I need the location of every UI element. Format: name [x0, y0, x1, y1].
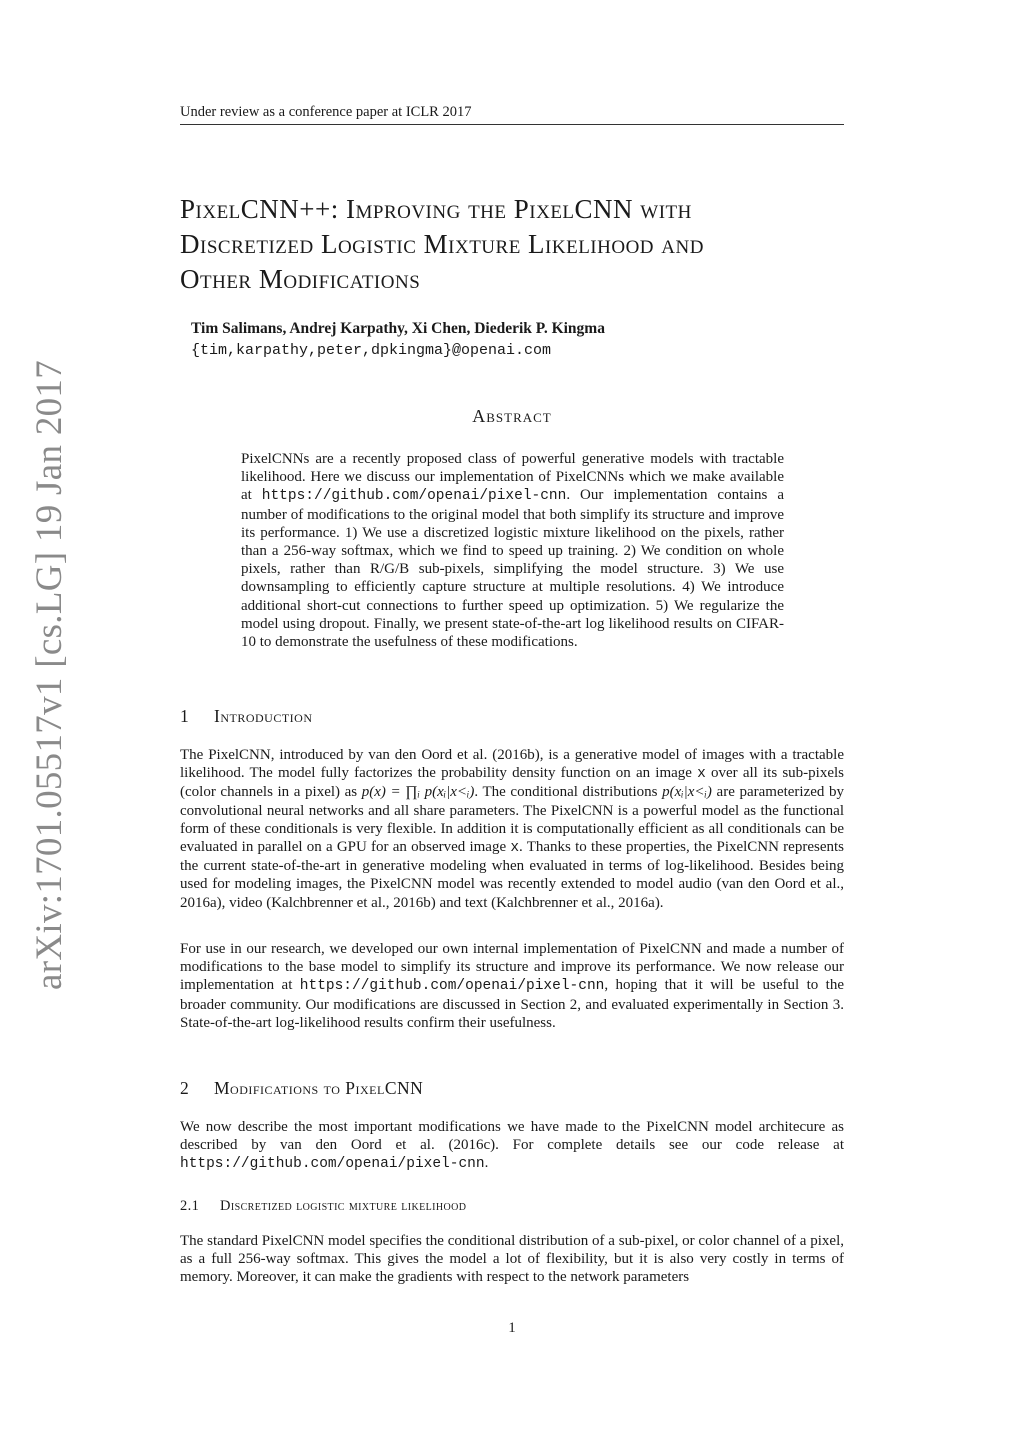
code-url-link[interactable]: https://github.com/openai/pixel-cnn	[180, 1156, 485, 1173]
abstract-heading: Abstract	[472, 406, 552, 426]
title-line-3: Other Modifications	[180, 264, 421, 294]
abstract-body: PixelCNNs are a recently proposed class of powerful generative models with tractable likelihood. Here we discuss our implementation of PixelCNNs which we make available at https://github.com/openai/pixel-cnn. Our implementation contains a number of modifications to the original model that both simplify its structure and improve its performance. 1) We use a discretized logistic mixture likelihood on the pixels, rather than a 256-way softmax, which we find to speed up training. 2) We condition on whole pixels, rather than R/G/B sub-pixels, simplifying the model structure. 3) We use downsampling to efficiently capture structure at multiple resolutions. 4) We introduce additional short-cut connections to further speed up optimization. 5) We regularize the model using dropout. Finally, we present state-of-the-art log likelihood results on CIFAR-10 to demonstrate the usefulness of these modifications.	[241, 451, 784, 651]
section-2-paragraph: We now describe the most important modifications we have made to the PixelCNN model architecure as described by van den Oord et al. (2016c). For complete details see our code release at https://github.com/openai/pixel-cnn.	[180, 1119, 844, 1173]
arxiv-stamp: arXiv:1701.05517v1 [cs.LG] 19 Jan 2017	[29, 359, 70, 990]
code-url-link[interactable]: https://github.com/openai/pixel-cnn	[299, 978, 605, 995]
intro-paragraph-1: The PixelCNN, introduced by van den Oord et al. (2016b), is a generative model of images with a tractable likelihood. The model fully factorizes the probability density function on an image x over all its sub-pixels (color channels in a pixel) as p(x) = ∏ᵢ p(xᵢ|x<ᵢ). The conditional distributions p(xᵢ|x<ᵢ) are parameterized by convolutional neural networks and all share parameters. The PixelCNN is a powerful model as the functional form of these conditionals is very flexible. In addition it is computationally efficient as all conditionals can be evaluated in parallel on a GPU for an observed image x. Thanks to these properties, the PixelCNN represents the current state-of-the-art in generative modeling when evaluated in terms of log-likelihood. Besides being used for modeling images, the PixelCNN model was recently extended to model audio (van den Oord et al., 2016a), video (Kalchbrenner et al., 2016b) and text (Kalchbrenner et al., 2016a).	[180, 747, 845, 911]
subsection-2-1-paragraph: The standard PixelCNN model specifies the conditional distribution of a sub-pixel, or color channel of a pixel, as a full 256-way softmax. This gives the model a lot of flexibility, but it is also very costly in terms of memory. Moreover, it can make the gradients with respect to the network parameters	[180, 1233, 844, 1286]
paper-title	[180, 192, 844, 297]
subsection-2-1-heading: 2.1 Discretized logistic mixture likelihood	[180, 1198, 467, 1214]
section-2-heading: 2 Modifications to PixelCNN	[180, 1078, 424, 1098]
author-names: Tim Salimans, Andrej Karpathy, Xi Chen, Diederik P. Kingma	[191, 320, 605, 337]
likelihood-equation: p(x) = ∏ᵢ p(xᵢ|x<ᵢ)	[361, 784, 475, 801]
conditional-equation: p(xᵢ|x<ᵢ)	[662, 784, 712, 801]
section-1-heading: 1 Introduction	[180, 706, 313, 726]
running-header: Under review as a conference paper at ICLR 2017	[180, 104, 844, 125]
intro-paragraph-2: For use in our research, we developed our own internal implementation of PixelCNN and made a number of modifications to the base model to simplify its structure and improve its performance. We now release our implementation at https://github.com/openai/pixel-cnn, hoping that it will be useful to the broader community. Our modifications are discussed in Section 2, and evaluated experimentally in Section 3. State-of-the-art log-likelihood results confirm their usefulness.	[180, 941, 844, 1031]
author-emails: {tim,karpathy,peter,dpkingma}@openai.com	[191, 342, 552, 359]
page-number: 1	[508, 1320, 516, 1336]
title-line-2: Discretized Logistic Mixture Likelihood and	[180, 229, 704, 259]
code-url-link[interactable]: https://github.com/openai/pixel-cnn	[261, 488, 567, 505]
title-line-1: PixelCNN++: Improving the PixelCNN with	[180, 194, 692, 224]
